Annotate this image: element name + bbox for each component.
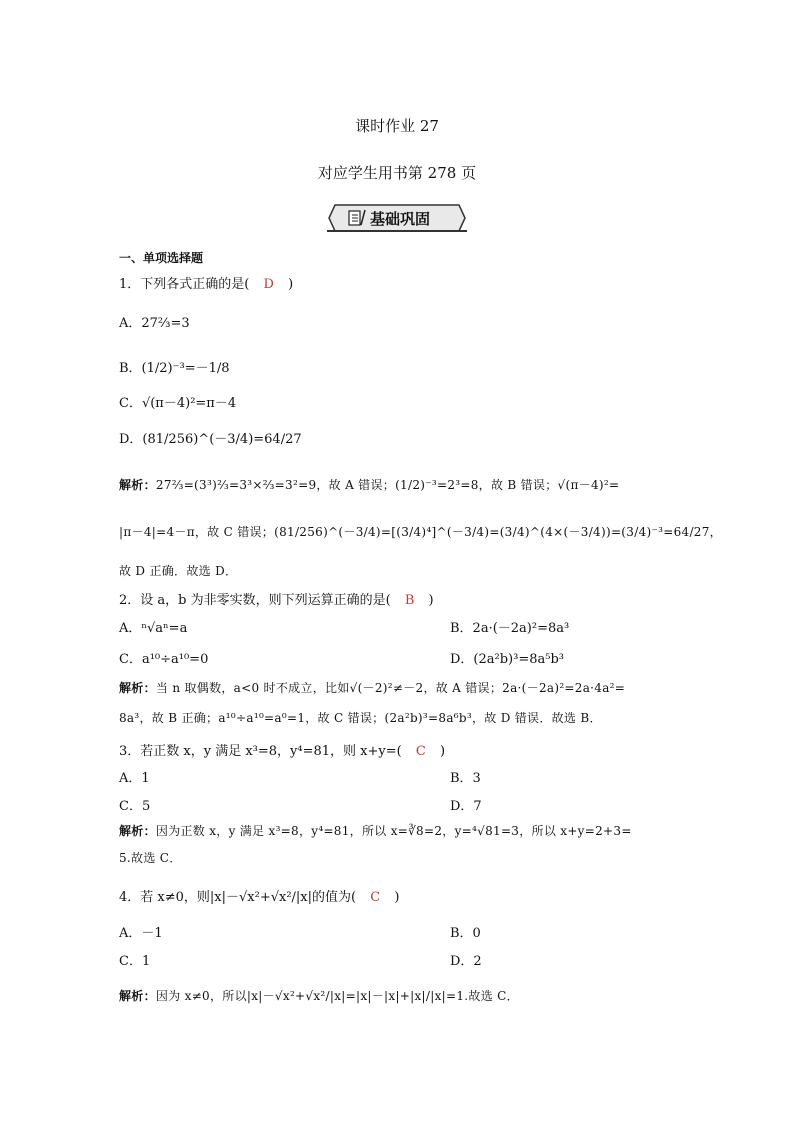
solution-text: 因为正数 x，y 满足 x³=8，y⁴=81，所以 x=∛8=2，y=⁴√81=3，所以 x+y=2+3= (155, 824, 632, 838)
option-d: D．(2a²b)³=8a⁵b³ (450, 652, 564, 667)
option-d: D．(81/256)^(－3/4)=64/27 (119, 432, 302, 447)
badge-label: 基础巩固 (370, 210, 431, 228)
question-text: 2．设 a，b 为非零实数，则下列运算正确的是( (119, 593, 391, 608)
solution-line: 5.故选 C． (119, 851, 182, 865)
solution-line (119, 476, 619, 493)
page-title: 课时作业 27 (355, 117, 439, 135)
solution-line: 8a³，故 B 正确；a¹⁰÷a¹⁰=a⁰=1，故 C 错误；(2a²b)³=8a⁶b³，故 D 错误．故选 B． (119, 711, 602, 725)
option-c: C．5 (119, 799, 151, 814)
question-text: 3．若正数 x，y 满足 x³=8，y⁴=81，则 x+y=( (119, 744, 402, 759)
option-a: A．－1 (119, 926, 163, 941)
option-b: B．2a·(－2a)²=8a³ (450, 621, 570, 636)
option-d: D．7 (450, 799, 482, 814)
question-text: 4．若 x≠0，则|x|－√x²+√x²/|x|的值为( (119, 890, 357, 905)
section-badge (327, 203, 467, 233)
answer-letter: C (415, 744, 426, 759)
option-a: A．27⅔=3 (119, 316, 190, 331)
solution-line (119, 822, 632, 839)
option-b: B．3 (450, 771, 481, 786)
option-a: A．ⁿ√aⁿ=a (119, 621, 188, 636)
page-reference: 对应学生用书第 278 页 (317, 164, 477, 182)
solution-text: 27⅔=(3³)⅔=3³×⅔=3²=9，故 A 错误；(1/2)⁻³=2³=8，故 B 错误；√(π－4)²= (155, 478, 620, 492)
solution-line (119, 987, 519, 1004)
option-c: C．√(π－4)²=π－4 (119, 396, 237, 411)
solution-text: 当 n 取偶数，a<0 时不成立，比如√(－2)²≠－2，故 A 错误；2a·(－2a)²=2a·4a²= (155, 681, 626, 695)
solution-label: 解析： (119, 824, 156, 838)
question-close: ) (439, 744, 446, 759)
section-heading: 一、单项选择题 (119, 251, 204, 265)
option-b: B．(1/2)⁻³=－1/8 (119, 361, 230, 376)
option-d: D．2 (450, 954, 482, 969)
question-close: ) (394, 890, 400, 905)
solution-label: 解析： (119, 989, 156, 1003)
answer-letter: C (370, 890, 381, 905)
question-close: ) (288, 277, 294, 292)
solution-line: 故 D 正确．故选 D． (119, 564, 238, 578)
solution-text: 因为 x≠0，所以|x|－√x²+√x²/|x|=|x|－|x|+|x|/|x|=1.故选 C． (155, 989, 519, 1003)
solution-label: 解析： (119, 478, 156, 492)
solution-line: |π－4|=4－π，故 C 错误；(81/256)^(－3/4)=[(3/4)⁴]^(－3/4)=(3/4)^(4×(－3/4))=(3/4)⁻³=64/27， (119, 525, 722, 539)
question-3-stem (119, 740, 445, 759)
option-b: B．0 (450, 926, 481, 941)
solution-label: 解析： (119, 681, 156, 695)
option-c: C．1 (119, 954, 151, 969)
solution-line (119, 679, 625, 696)
answer-letter: B (404, 593, 415, 608)
question-1-stem (119, 273, 293, 292)
answer-letter: D (263, 277, 274, 292)
question-close: ) (428, 593, 434, 608)
option-a: A．1 (119, 771, 150, 786)
question-2-stem (119, 589, 434, 608)
question-4-stem (119, 886, 399, 905)
option-c: C．a¹⁰÷a¹⁰=0 (119, 652, 209, 667)
question-text: 1．下列各式正确的是( (119, 277, 250, 292)
